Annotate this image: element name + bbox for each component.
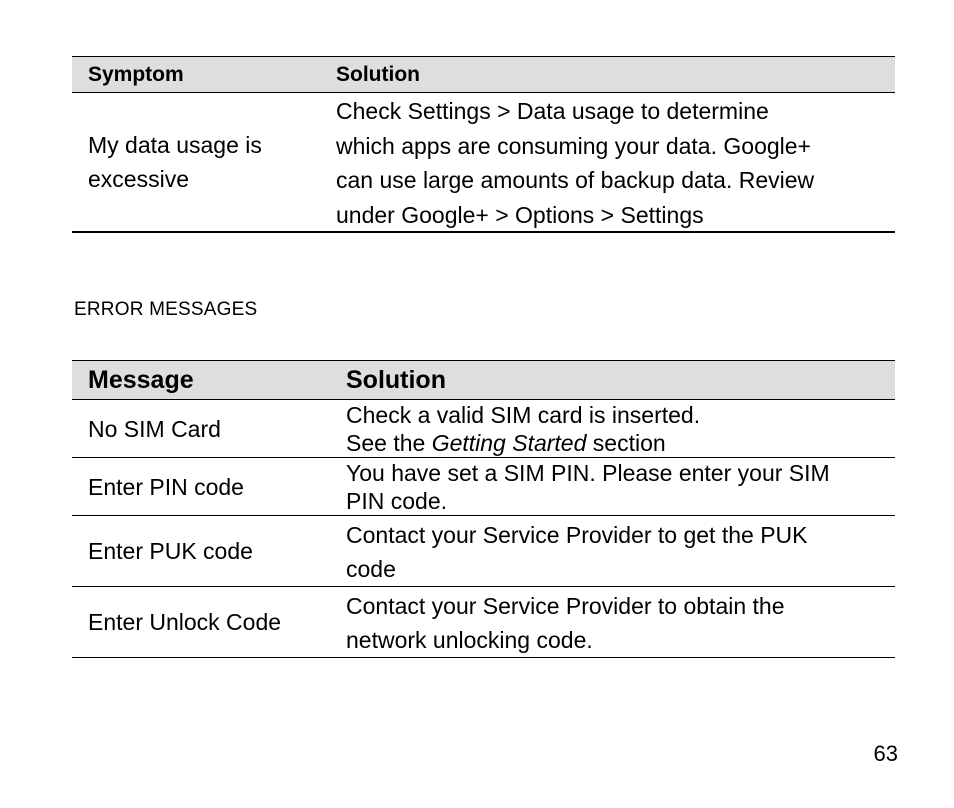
solution-text-line: Check Settings > Data usage to determine bbox=[336, 98, 769, 124]
solution-text-line: Check a valid SIM card is inserted. bbox=[346, 402, 701, 428]
solution-cell bbox=[336, 93, 895, 231]
solution-text-line: Contact your Service Provider to get the PUK bbox=[346, 522, 808, 548]
solution-text-line: can use large amounts of backup data. Review bbox=[336, 167, 815, 193]
solution-text-suffix: section bbox=[586, 430, 666, 456]
symptom-text-line: excessive bbox=[88, 166, 189, 192]
symptom-table-header bbox=[72, 56, 895, 93]
solution-text-line: code bbox=[346, 556, 396, 582]
header-symptom: Symptom bbox=[88, 62, 184, 86]
solution-cell bbox=[346, 458, 895, 515]
table-row bbox=[72, 400, 895, 458]
solution-text-line: network unlocking code. bbox=[346, 627, 593, 653]
header-message: Message bbox=[88, 365, 194, 394]
table-row bbox=[72, 458, 895, 516]
solution-text-prefix: See the bbox=[346, 430, 432, 456]
error-table-header bbox=[72, 360, 895, 400]
table-row bbox=[72, 93, 895, 233]
table-row bbox=[72, 516, 895, 587]
solution-text-line: You have set a SIM PIN. Please enter your SIM bbox=[346, 460, 830, 486]
solution-cell bbox=[346, 516, 895, 586]
symptom-text-line: My data usage is bbox=[88, 131, 262, 158]
solution-text-line bbox=[346, 429, 895, 457]
header-solution: Solution bbox=[346, 365, 446, 394]
solution-text-line: PIN code. bbox=[346, 488, 447, 514]
solution-text-line: Contact your Service Provider to obtain the bbox=[346, 593, 785, 619]
table-row bbox=[72, 587, 895, 658]
message-cell: Enter PUK code bbox=[88, 538, 253, 564]
message-cell: No SIM Card bbox=[88, 415, 221, 442]
error-messages-table bbox=[72, 360, 895, 658]
solution-text-line: under Google+ > Options > Settings bbox=[336, 201, 704, 228]
section-heading: ERROR MESSAGES bbox=[74, 299, 258, 320]
solution-cell bbox=[346, 400, 895, 457]
getting-started-reference: Getting Started bbox=[431, 430, 587, 456]
message-cell: Enter Unlock Code bbox=[88, 609, 282, 635]
solution-cell bbox=[346, 587, 895, 657]
header-solution: Solution bbox=[336, 62, 420, 86]
symptom-cell bbox=[72, 93, 336, 231]
page-number: 63 bbox=[873, 741, 898, 766]
symptom-table bbox=[72, 56, 895, 233]
solution-text-line: which apps are consuming your data. Google+ bbox=[336, 132, 811, 159]
message-cell: Enter PIN code bbox=[88, 473, 244, 500]
